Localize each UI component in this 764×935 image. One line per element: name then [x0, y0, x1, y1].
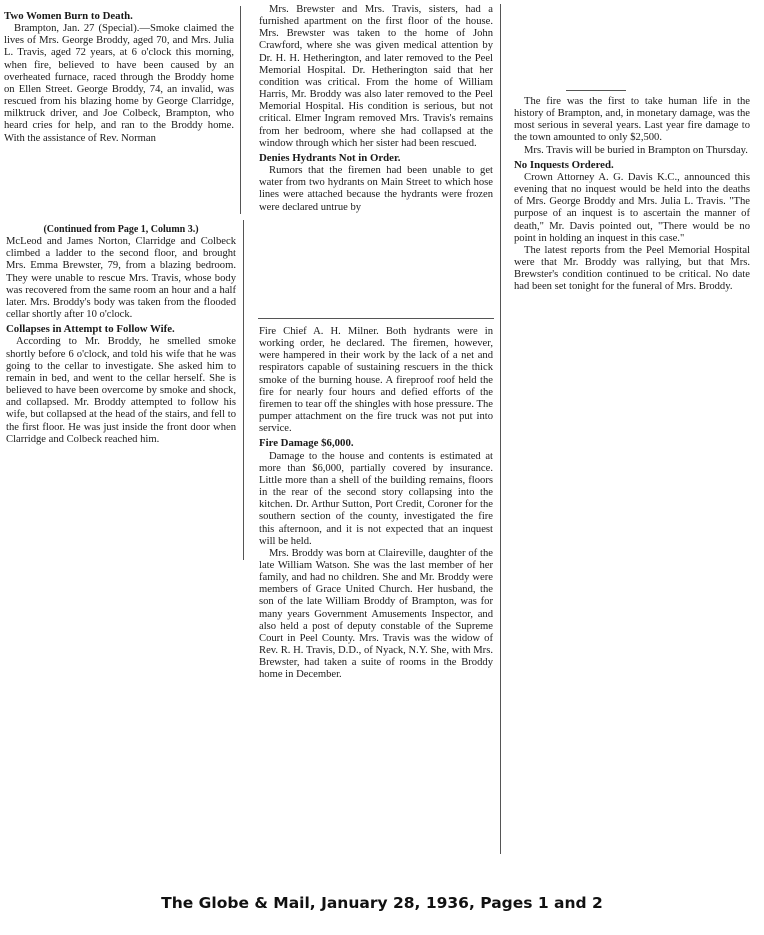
continued-label: (Continued from Page 1, Column 3.) — [43, 224, 199, 235]
clip-column-two-top — [259, 4, 493, 316]
clip-front-page — [4, 8, 234, 212]
subheading: Collapses in Attempt to Follow Wife. — [6, 323, 175, 336]
paragraph: According to Mr. Broddy, he smelled smoke shortly before 6 o'clock, and told his wife that he was going to the cellar to investigate. She asked him to remain in bed, and went to the cellar herself. She is believed to have been overcome by smoke and shock, and collapsed. Mr. Broddy attempted to follow his wife, but collapsed at the head of the stairs, and fell to the first floor. He was just inside the front door when Clarridge and Colbeck reached him. — [6, 336, 236, 445]
paragraph: The fire was the first to take human life in the history of Brampton, and, in monetary damage, was the most serious in several years. Last year fire damage to the town amounted to only $2,500. — [514, 96, 750, 144]
paragraph: Fire Chief A. H. Milner. Both hydrants were in working order, he declared. The firemen, however, were hampered in their work by the lack of a net and respirators capable of sustaining rescuers in the thick smoke of the burning house. A fireproof roof held the fire for nearly four hours and defied efforts of the firemen to tear off the shingles with hose pressure. The pumper attachment on the fire truck was not put into service. — [259, 326, 493, 435]
clip-column-two-bottom — [259, 326, 493, 854]
divider — [243, 220, 244, 560]
divider — [500, 4, 501, 854]
paragraph: Mrs. Broddy was born at Claireville, daughter of the late William Watson. She was the last member of her family, and had no children. She and Mr. Broddy were members of Grace United Church. Her husband, the son of the late William Broddy of Brampton, was for many years Government Amusements Inspector, and also held a post of deputy constable of the Supreme Court in Peel County. Mrs. Travis was the widow of Rev. R. H. Travis, D.D., of Nyack, N.Y. She, with Mrs. Brewster, had taken a suite of rooms in the Broddy home in December. — [259, 547, 493, 681]
subheading: Denies Hydrants Not in Order. — [259, 151, 401, 164]
paragraph: Crown Attorney A. G. Davis K.C., announced this evening that no inquest would be held into the deaths of Mrs. George Broddy and Mrs. Julia L. Travis. "The purpose of an inquest is to ascertain the manner of death," Mr. Davis pointed out, "There would be no point in holding an inquest in this case." — [514, 171, 750, 244]
paragraph: Mrs. Brewster and Mrs. Travis, sisters, had a furnished apartment on the first floor of the house. Mrs. Brewster was taken to the home of John Crawford, where she was given medical attention by Dr. H. H. Hetherington, and later removed to the Peel Memorial Hospital. Dr. Hetherington said that her condition was critical. From the home of William Harris, Mr. Broddy was also later removed to the Peel Memorial Hospital. His condition is serious, but not critical. Elmer Ingram removed Mrs. Travis's remains from her bedroom, where she had collapsed at the window through which her sister had been rescued. — [259, 4, 493, 149]
paragraph: The latest reports from the Peel Memorial Hospital were that Mr. Broddy was rallying, but that Mrs. Brewster's condition continued to be critical. No date had been set tonight for the funeral of Mrs. Broddy. — [514, 244, 750, 293]
divider — [240, 6, 241, 214]
divider — [258, 318, 494, 319]
paragraph: McLeod and James Norton, Clarridge and Colbeck climbed a ladder to the second floor, and brought Mrs. Emma Brewster, 79, from a blazing bedroom. They were unable to rescue Mrs. Travis, whose body was recovered from the same room an hour and a half later. Mrs. Broddy's body was taken from the flooded cellar shortly after 10 o'clock. — [6, 236, 236, 321]
divider — [566, 90, 626, 91]
paragraph: Rumors that the firemen had been unable to get water from two hydrants on Main Street to which hose lines were attached because the hydrants were frozen were declared untrue by — [259, 165, 493, 213]
paragraph: Mrs. Travis will be buried in Brampton on Thursday. — [524, 144, 748, 156]
subheading: Fire Damage $6,000. — [259, 437, 354, 450]
article-intro: Brampton, Jan. 27 (Special).—Smoke claimed the lives of Mrs. George Broddy, aged 70, and Mrs. Julia L. Travis, aged 72 years, at 6 o'clock this morning, when fire, believed to have been caused by an overheated furnace, raced through the Broddy home on Ellen Street. George Broddy, 74, an invalid, was rescued from his blazing home by George Clarridge, milktruck driver, and Joe Colbeck, Brampton, who heard cries for help, and ran to the Broddy home. With the assistance of Rev. Norman — [4, 23, 234, 144]
clip-continued — [6, 224, 236, 558]
subheading: No Inquests Ordered. — [514, 158, 614, 171]
article-headline: Two Women Burn to Death. — [4, 10, 133, 22]
paragraph: Damage to the house and contents is estimated at more than $6,000, partially covered by insurance. Little more than a shell of the building remains, floors in the rear of the second story collapsing into the kitchen. Dr. Arthur Sutton, Port Credit, Coroner for the southern section of the county, investigated the fire this afternoon, and it is not expected that an inquest will be held. — [259, 450, 493, 547]
clip-column-three — [514, 96, 750, 442]
source-caption: The Globe & Mail, January 28, 1936, Pages 1 and 2 — [161, 894, 603, 912]
